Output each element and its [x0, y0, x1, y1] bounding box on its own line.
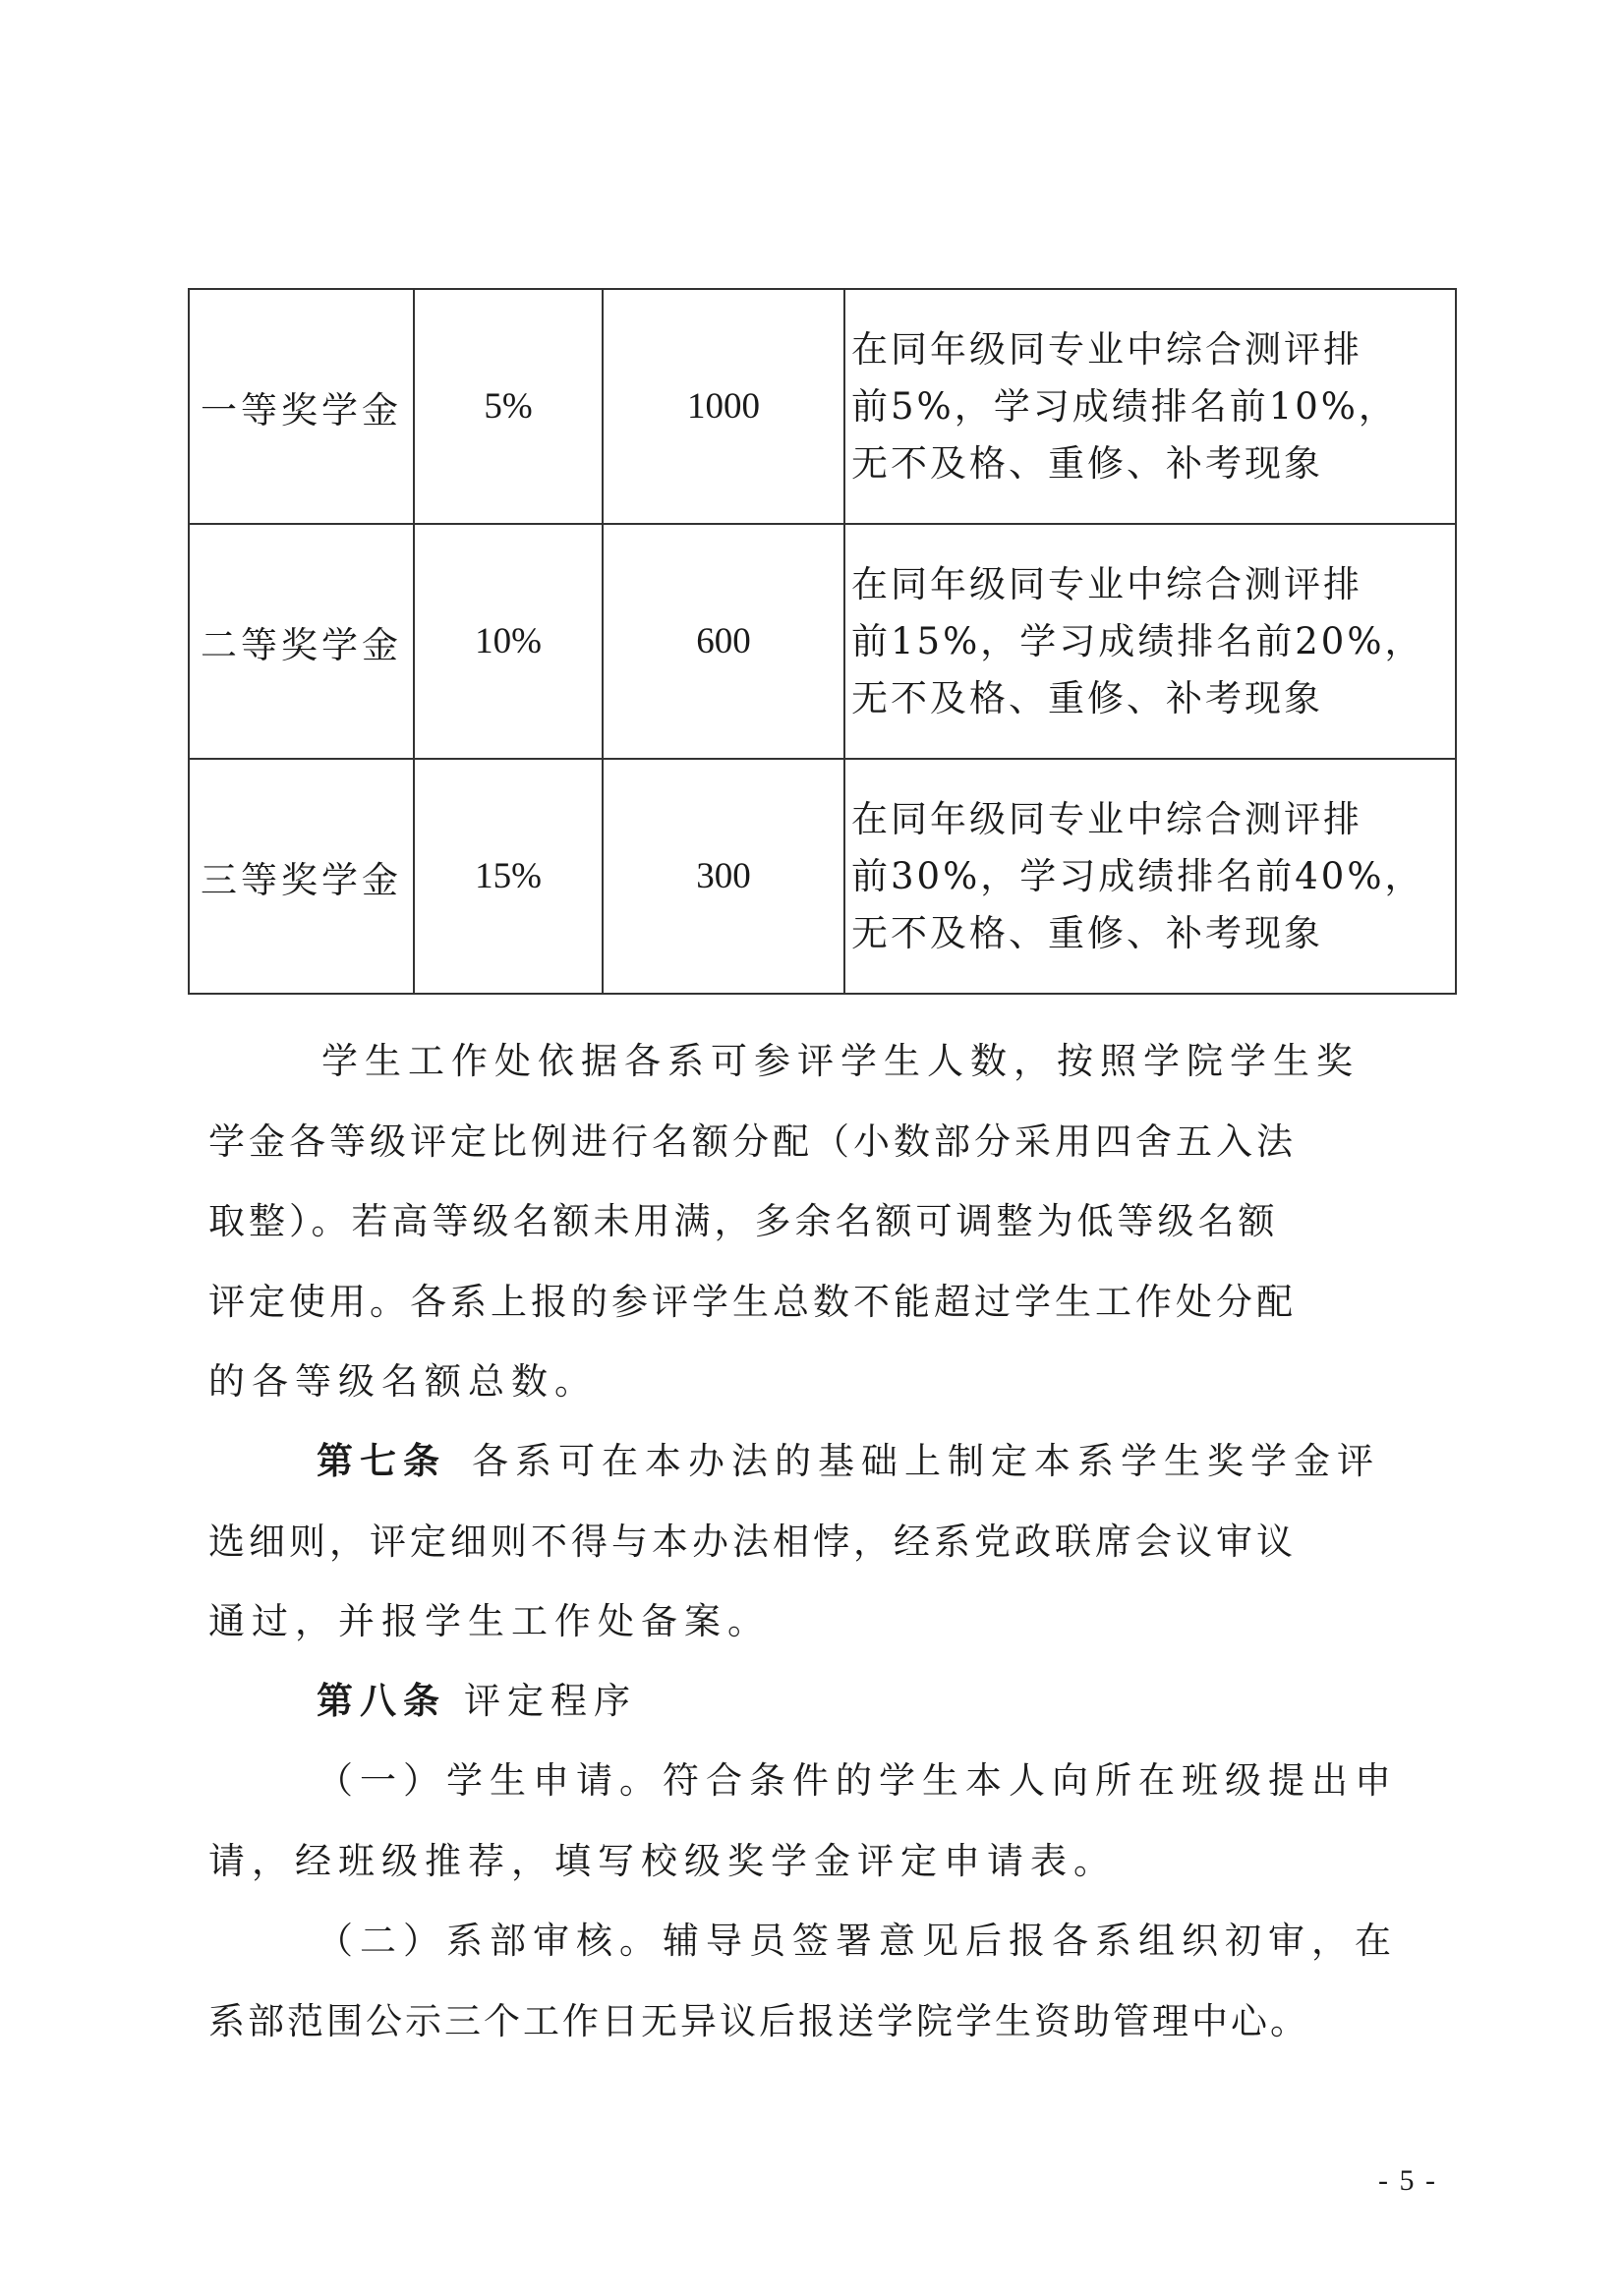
paragraph-line: 评定使用。各系上报的参评学生总数不能超过学生工作处分配 [208, 1281, 1297, 1323]
condition-line: 在同年级同专业中综合测评排 [851, 562, 1362, 605]
award-name: 二等奖学金 [201, 623, 402, 666]
article7-heading: 第七条 [317, 1439, 446, 1482]
award-name-cell [189, 289, 414, 524]
award-name-cell [189, 759, 414, 994]
paragraph-line: 请，经班级推荐，填写校级奖学金评定申请表。 [208, 1840, 1117, 1882]
condition-line: 前30%，学习成绩排名前40%， [851, 854, 1424, 897]
article8-heading: 第八条 [317, 1679, 446, 1722]
paragraph-line: 选细则，评定细则不得与本办法相悖，经系党政联席会议审议 [208, 1521, 1297, 1563]
page-number: - 5 - [1378, 2164, 1437, 2197]
award-name-cell [189, 524, 414, 759]
paragraph-line: 各系可在本办法的基础上制定本系学生奖学金评 [472, 1440, 1380, 1482]
article8-title: 评定程序 [464, 1680, 637, 1722]
award-name: 三等奖学金 [201, 858, 402, 901]
article8-line [317, 1671, 637, 1724]
condition-line: 前15%，学习成绩排名前20%， [851, 619, 1424, 662]
award-ratio: 15% [414, 759, 603, 994]
condition-line: 在同年级同专业中综合测评排 [851, 327, 1362, 371]
table-row [189, 759, 1456, 994]
condition-line: 无不及格、重修、补考现象 [851, 676, 1323, 719]
award-amount: 300 [603, 759, 844, 994]
paragraph-line: （一）学生申请。符合条件的学生本人向所在班级提出申 [317, 1759, 1398, 1802]
paragraph-line: 系部范围公示三个工作日无异议后报送学院学生资助管理中心。 [208, 2000, 1309, 2042]
article7-first-line [317, 1431, 1380, 1484]
paragraph-line: 取整）。若高等级名额未用满，多余名额可调整为低等级名额 [208, 1200, 1279, 1242]
paragraph-line: 学生工作处依据各系可参评学生人数，按照学院学生奖 [321, 1040, 1360, 1082]
award-amount: 600 [603, 524, 844, 759]
award-amount: 1000 [603, 289, 844, 524]
award-ratio: 10% [414, 524, 603, 759]
award-ratio: 5% [414, 289, 603, 524]
award-condition [844, 759, 1456, 994]
award-condition [844, 289, 1456, 524]
paragraph-line: （二）系部审核。辅导员签署意见后报各系组织初审，在 [317, 1920, 1398, 1962]
condition-line: 无不及格、重修、补考现象 [851, 911, 1323, 954]
condition-line: 前5%，学习成绩排名前10%， [851, 384, 1398, 428]
paragraph-line: 通过，并报学生工作处备案。 [208, 1600, 771, 1642]
paragraph-line: 的各等级名额总数。 [208, 1360, 598, 1403]
paragraph-line: 学金各等级评定比例进行名额分配（小数部分采用四舍五入法 [208, 1120, 1297, 1163]
scholarship-table [188, 288, 1457, 995]
award-name: 一等奖学金 [201, 388, 402, 431]
table-row [189, 524, 1456, 759]
award-condition [844, 524, 1456, 759]
condition-line: 无不及格、重修、补考现象 [851, 441, 1323, 485]
condition-line: 在同年级同专业中综合测评排 [851, 797, 1362, 840]
table-row [189, 289, 1456, 524]
